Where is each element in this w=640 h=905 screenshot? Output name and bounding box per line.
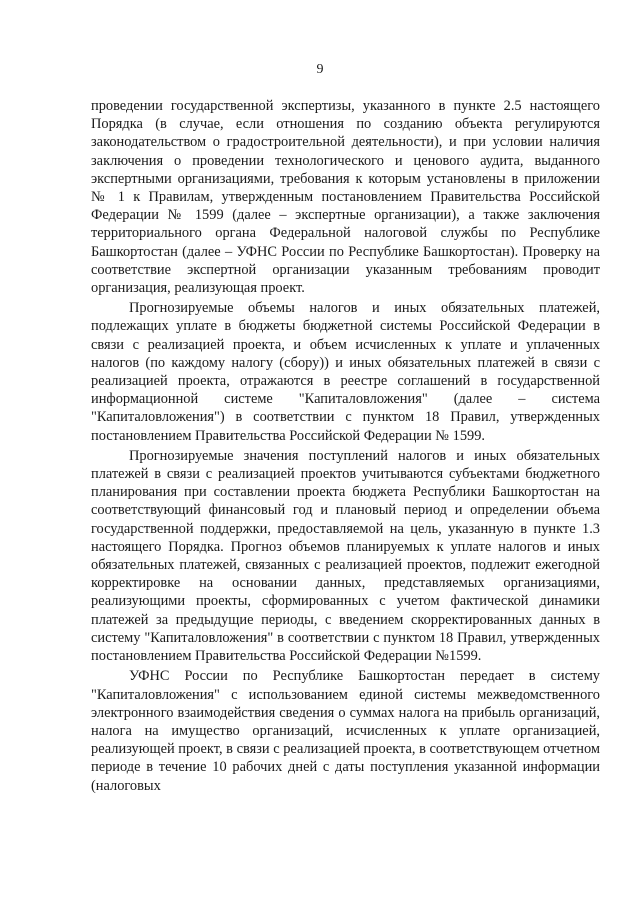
page-number: 9	[316, 62, 324, 77]
document-body	[91, 97, 600, 795]
paragraph-continuation: проведении государственной экспертизы, указанного в пункте 2.5 настоящего Порядка (в случае, если отношения по созданию объекта регулируются законодательством о градостроительной деятельности), и при условии наличия заключения о проведении технологического и ценового аудита, выданного экспертными организациями, требования к которым установлены в приложении № 1 к Правилам, утвержденным постановлением Правительства Российской Федерации № 1599 (далее – экспертные организации), а также заключения территориального органа Федеральной налоговой службы по Республике Башкортостан (далее – УФНС России по Республике Башкортостан). Проверку на соответствие экспертной организации указанным требованиям проводит организация, реализующая проект.	[91, 98, 600, 297]
paragraph-ufns-transfer: УФНС России по Республике Башкортостан передает в систему "Капиталовложения" с использованием единой системы межведомственного электронного взаимодействия сведения о суммах налога на прибыль организаций, налога на имущество организаций, исчисленных к уплате организацией, реализующей проект, в связи с реализацией проекта, в соответствующем отчетном периоде в течение 10 рабочих дней с даты поступления указанной информации (налоговых	[91, 668, 600, 794]
paragraph-tax-volumes: Прогнозируемые объемы налогов и иных обязательных платежей, подлежащих уплате в бюджеты бюджетной системы Российской Федерации в связи с реализацией проекта, и объем исчисленных к уплате и уплаченных налогов (по каждому налогу (сбору)) и иных обязательных платежей в связи с реализацией проекта, отражаются в реестре соглашений в государственной информационной системе "Капиталовложения" (далее – система "Капиталовложения") в соответствии с пунктом 18 Правил, утвержденных постановлением Правительства Российской Федерации № 1599.	[91, 300, 600, 444]
paragraph-forecast-values: Прогнозируемые значения поступлений налогов и иных обязательных платежей в связи с реализацией проектов учитываются субъектами бюджетного планирования при составлении проекта бюджета Республики Башкортостан на соответствующий финансовый год и плановый период и определении объема государственной поддержки, предоставляемой на цель, указанную в пункте 1.3 настоящего Порядка. Прогноз объемов планируемых к уплате налогов и иных обязательных платежей, связанных с реализацией проектов, подлежит ежегодной корректировке на основании данных, представляемых организациями, реализующими проекты, сформированных с учетом фактической динамики платежей за предыдущие периоды, с введением скорректированных данных в систему "Капиталовложения" в соответствии с пунктом 18 Правил, утвержденных постановлением Правительства Российской Федерации №1599.	[91, 447, 600, 665]
